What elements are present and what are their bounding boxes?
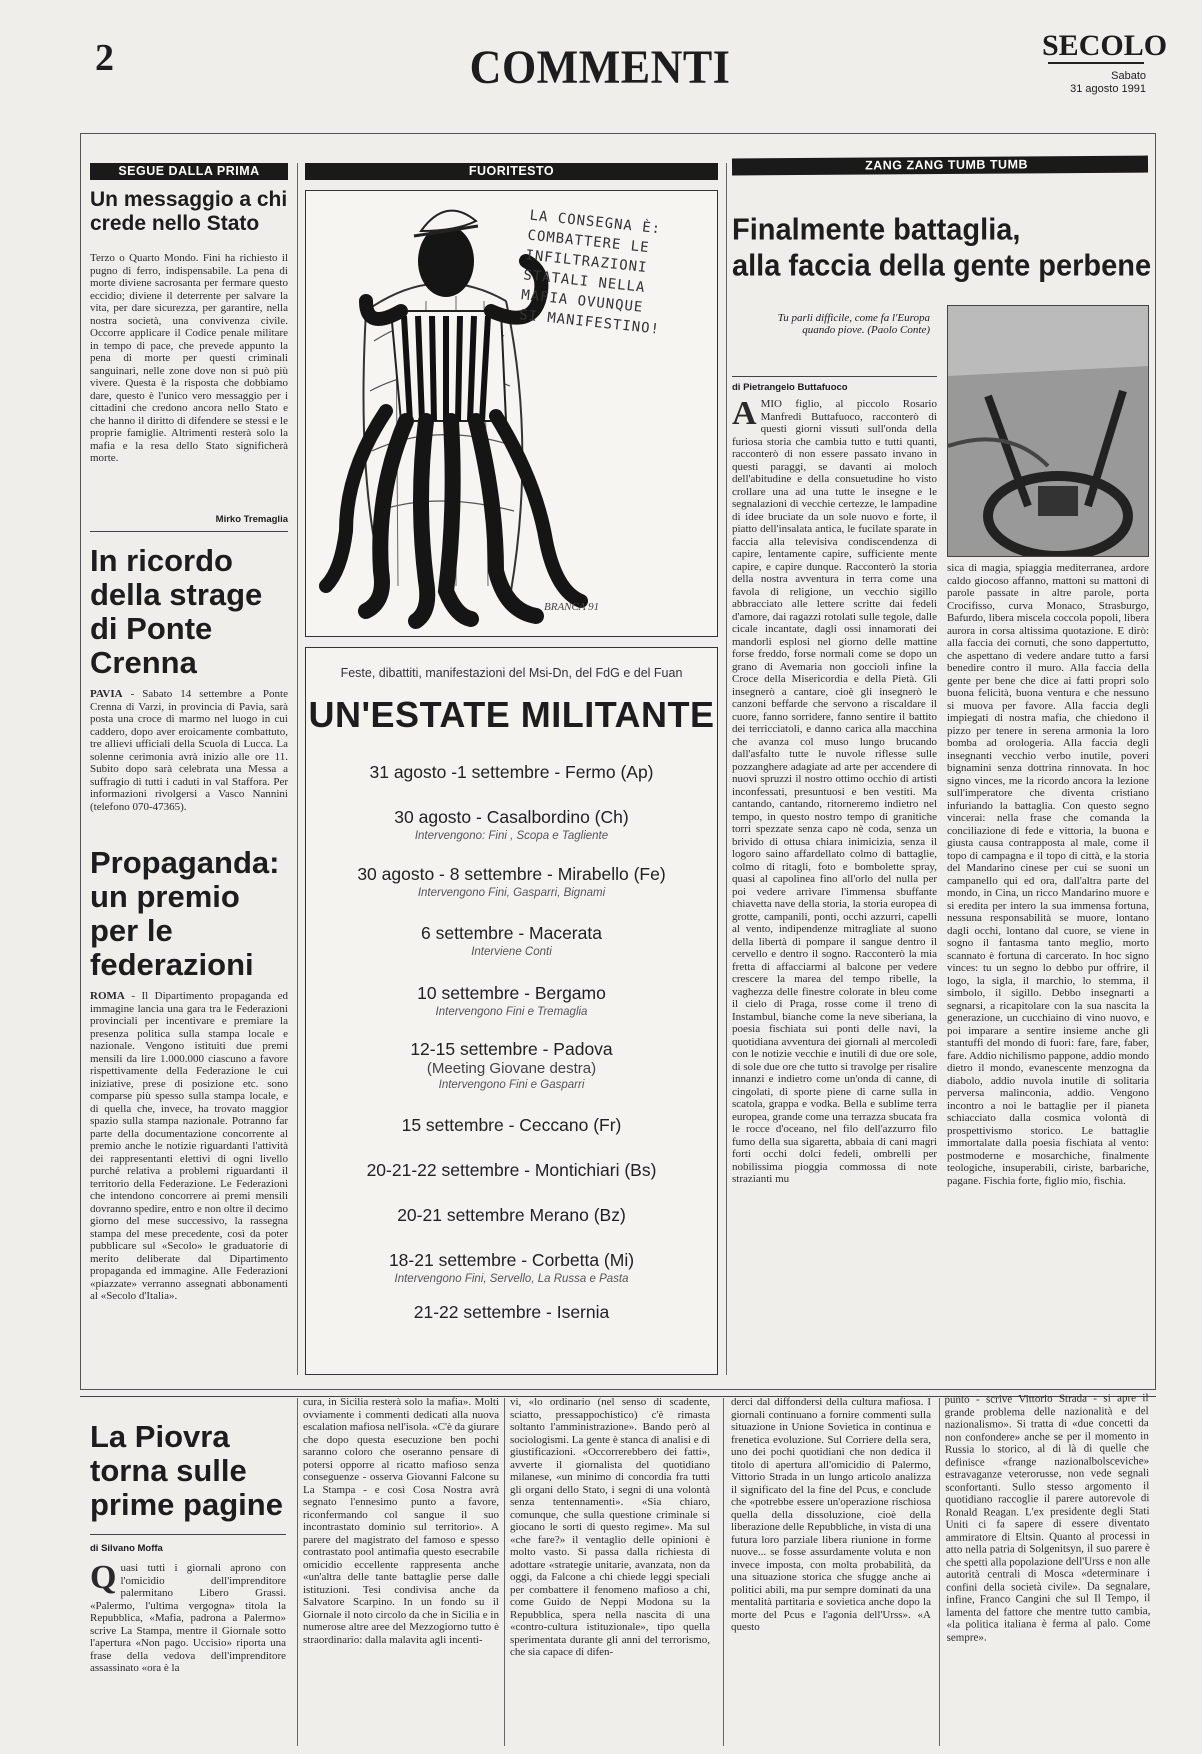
headline-line1: Finalmente battaglia, <box>732 213 1021 247</box>
newspaper-logo: SECOLO <box>1042 29 1168 62</box>
column-rule <box>504 1398 505 1746</box>
ad-events <box>306 762 717 1323</box>
column-zang <box>732 156 1148 176</box>
article-propaganda-body <box>90 990 288 1340</box>
zang-body-left-text: MIO figlio, al piccolo Rosario Manfredi Buttafuoco, racconterò di questi giorni vissuti sull'onda della furiosa storia che cambia tutto e tutti quanti, racconterò di non essere passato invano in questi paraggi, se davanti ai moloch dell'abitudine e della consuetudine ho visto crollare una ad una tutte le insegne e le segnalazioni di vecchie certezze, le lampadine di idee bruciate da un sole nuovo e forte, il piatto dell'insalata antica, le fucilate sparate in faccia alla televisiva condiscendenza di capire, lentamente capire, sufficiente mente capire, e capire dunque. Racconterò la storia della nostra avventura in terra come una favola di religione, un vecchio sigillo abbracciato alle lettere scritte dai fedeli d'amore, dai ragazzi rotolati sulle tegole, dalle cicale incantate, dagli ossi innamorati dei mandorli esplosi nel giorno delle mattine forse freddo, forse normali come se dopo un grano di Avemaria non gocciolì infine la Croce della Misericordia e della Pietà. Gli insegnerò a cantare, cioè gli insegnerò le canzoni beffarde che servono a riscaldare il cuore, fanno sorridere, fanno sentire il battito dei terricciatoli, e danno carica alla macchina che avanza col muso lungo brucando dall'asfalto tutte le nuvole riflesse sulle pozzanghere adagiate ad arte per accendere di nuovi spruzzi il nostro ottimo occhio di artisti inconfessati, presuntuosi e ben vestiti. Ma cantando, cantando, ritorneremo indietro nel tempo, in questo nostro tempo di granitiche torri spezzate senza capo nè coda, senza un brivido di ottusa chiara inimicizia, senza il logoro saino affardellato colmo di battaglie, colmo di ritagli, foto e bombolette spray, quasi al capolinea fino all'orlo del nulla per poi vedere arrivare l'immensa sbuffante chiavetta nave della storia, la storia europea di grotte, campanili, ponti, occhi azzurri, capelli al vento, indipendenze mitragliate al suono della libertà di pompare il sangue dentro il cervello e dentro il sogno. Racconterò la mia fretta di affacciarmi al balcone per vedere crescere la marea del tempo ribelle, la vaghezza delle finestre colorate in bleu come il cielo di Praga, rosse come il treno di Instambul, bianche come la neve siberiana, la poesia fischiata sui ponti delle navi, la quotidiana avventura dei giornali al mercoledì con le notizie vecchie e inutili di due ore sole, di sole due ore che tutto si travolge per risalire innanzi e indietro come un'onda di canne, di cingolati, di sporte piene di carne sulla in scatola, grappa e vodka. Bella e sublime terra europea, grande come una terrazza sbucata fra le rocce d'oceano, nel filo dell'azzurro filo fumo della sua sigaretta, abbaia di cani magri forti occhi dolci fedeli, ombrelli per nobilissima pioggia commossa di note strazianti mu <box>732 398 937 1185</box>
article-ponte-crenna-text: - Sabato 14 settembre a Ponte Crenna di Varzi, in provincia di Pavia, sarà posta una croce di marmo nel luogo in cui caddero, dopo aver eroicamente combattuto, tre allievi ufficiali della Scuola di Lucca. La solenne cerimonia avrà inizio alle ore 11. Subito dopo sarà celebrata una Messa a suffragio di tutti i caduti in val Staffora. Per informazioni rivolgersi a Vasco Nannini (telefono 070-47365). <box>90 688 288 813</box>
divider <box>90 1534 286 1535</box>
article-ponte-crenna-body <box>90 688 288 836</box>
column-rule <box>297 1398 298 1746</box>
event-mirabello <box>306 864 717 923</box>
signature-tremaglia: Mirko Tremaglia <box>215 514 288 525</box>
headline-line2: alla faccia della gente perbene <box>732 249 1152 283</box>
event-ceccano <box>306 1115 717 1160</box>
dateline-pavia: PAVIA <box>90 688 123 700</box>
dropcap-a: A <box>732 398 757 432</box>
piovra-col5: punto - scrive Vittorio Strada - si apre il grande problema delle nazionalità e del nazionalismo». Si tratta di «due concetti da non confondere» anche se per il momento in Russia lo storico, al di là di quelle che definisce «frange nazionalbolsceviche» estravaganze veterorusse, non vede segnali sconfortanti. Sullo stesso argomento il quotidiano raccoglie il parere autorevole di Ronald Reagan. L'ex presidente degli Stati Uniti ci fa sapere di essere diventato ammiratore di Eltsin. Quanto al processi in atto nella patria di Solgenitsyn, il suo parere è che spetti alla popolazione dell'Urss e non alle autorità centrali di Mosca «determinare i confini della società civile». Da segnalare, infine, Franco Cangini che sul Il Tempo, il lamenta del fattore che mentre tutto cambia, «la politica italiana è ferma al palo. Come sempre». <box>944 1392 1151 1644</box>
event-title: 20-21-22 settembre - Montichiari (Bs) <box>366 1160 657 1180</box>
event-note: Intervengono Fini, Gasparri, Bignami <box>417 887 606 899</box>
byline-buttafuoco: di Pietrangelo Buttafuoco <box>732 382 848 393</box>
section-title: COMMENTI <box>469 41 731 94</box>
column-rule <box>939 1398 940 1746</box>
event-montichiari <box>306 1160 717 1205</box>
car-interior-photo <box>948 306 1148 556</box>
zang-body-left <box>732 398 937 1376</box>
piovra-col1-text: uasi tutti i giornali aprono con l'omicidio dell'imprenditore palermitano Libero Grassi. «Palermo, l'ultima vergogna» titola la Repubblica, «Mafia, padrona a Palermo» scrive La Stampa, mentre il Giornale sotto l'apertura «Non pago. Uccisio» riporta una frase della vedova dell'imprenditore assassinato «ora è la <box>90 1562 286 1674</box>
event-fermo <box>306 762 717 807</box>
divider <box>90 531 288 532</box>
dateline <box>1040 70 1146 96</box>
event-casalbordino <box>306 807 717 864</box>
photo-car-interior <box>947 305 1149 557</box>
event-title: 20-21 settembre Merano (Bz) <box>397 1205 626 1225</box>
cartoon-caption: LA CONSEGNA È: COMBATTERE LE INFILTRAZIONI STATALI NELLA MAFIA OVUNQUE SI MANIFESTINO! <box>518 207 662 338</box>
banner-fuoritesto: FUORITESTO <box>305 163 718 180</box>
event-title: 10 settembre - Bergamo <box>417 983 606 1003</box>
headline-propaganda: Propaganda: un premio per le federazioni <box>90 845 280 982</box>
banner-segue: SEGUE DALLA PRIMA <box>90 163 288 180</box>
zang-headline <box>732 212 1152 284</box>
page-number: 2 <box>95 37 114 79</box>
ad-estate-militante <box>305 647 718 1375</box>
event-bergamo <box>306 983 717 1039</box>
event-title: 18-21 settembre - Corbetta (Mi) <box>388 1250 635 1270</box>
event-note: Intervengono Fini e Gasparri <box>438 1079 585 1091</box>
cartoon-panel <box>305 190 718 637</box>
article-propaganda-text: - Il Dipartimento propaganda ed immagine lancia una gara tra le Federazioni provinciali per incentivare e premiare la presenza politica sulla stampa locale e nazionale. Vengono istituiti due premi mensili da lire 1.000.000 ciascuno a favore rispettivamente della Federazione le cui iniziative, prese di posizione etc. sono comparse più spesso sulla stampa locale, e di quella che, invece, ha trovato maggior spazio sulla stampa nazionale. Potranno far parte della documentazione concorrente al premio anche le notizie riguardanti l'attività dei rappresentanti elettivi di ogni livello purché relativa a problemi riguardanti il territorio della Federazione. Le Federazioni che intendono concorrere ai premi mensili dovranno spedire, entro e non oltre il decimo giorno del mese successivo, la rassegna stampa del mese precedente, così da poter pubblicare sul «Secolo» le graduatorie di merito deliberate dal Dipartimento propaganda ed immagine. Alle Federazioni «piazzate» verranno assegnati abbonamenti al «Secolo d'Italia». <box>90 990 288 1302</box>
event-title: 12-15 settembre - Padova <box>410 1039 613 1059</box>
event-merano <box>306 1205 717 1250</box>
byline-rule <box>732 376 937 377</box>
cartoon-signature: BRANCA 91 <box>544 601 600 613</box>
piovra-col3: vi, «lo ordinario (nel senso di scadente, sciatto, pressappochistico) c'è rimasta soltanto l'amministrazione». Bando però al sociologismi. La gente è stanca di analisi e di giustificazioni. «Occorrerebbero dei fatti», avverte il giornalista del quotidiano milanese, «un minimo di concordia fra tutti gli organi dello Stato, i segni di una volontà senza tentennamenti». «Sia chiaro, comunque, che sulla questione criminale si giocano le sorti di questo regime». Ma sul «che fare?» il ventaglio delle opinioni è molto vasto. Si passa dalla richiesta di adottare «strategie unitarie, avanzata, non da oggi, da Falcone a chi chiede leggi speciali per combattere il fenomeno mafioso a chi, come Guido de Neppi Modona su la Repubblica, spera nella nascita di una «contro-cultura istituzionale», tipo quella sperimentata durante gli anni del terrorismo, che sia capace di difen- <box>510 1396 710 1658</box>
dateline-date: 31 agosto 1991 <box>1070 83 1146 95</box>
event-macerata <box>306 923 717 983</box>
event-note: Intervengono Fini, Servello, La Russa e Pasta <box>394 1273 629 1285</box>
column-fuoritesto <box>305 163 718 180</box>
byline-moffa: di Silvano Moffa <box>90 1543 163 1554</box>
dateline-roma: ROMA <box>90 990 125 1002</box>
bottom-headline-block <box>90 1420 286 1742</box>
headline-messaggio: Un messaggio a chi crede nello Stato <box>90 188 288 235</box>
banner-zang: ZANG ZANG TUMB TUMB <box>732 156 1148 176</box>
event-note: Intervengono: Fini , Scopa e Tagliente <box>414 830 609 842</box>
event-note: Intervengono Fini e Tremaglia <box>435 1006 588 1018</box>
ad-subtitle: Feste, dibattiti, manifestazioni del Msi-Dn, del FdG e del Fuan <box>340 666 683 680</box>
column-rule <box>297 163 298 1375</box>
dropcap-q: Q <box>90 1562 117 1596</box>
event-title: 21-22 settembre - Isernia <box>413 1302 610 1322</box>
dateline-day: Sabato <box>1111 70 1146 82</box>
piovra-col2: cura, in Sicilia resterà solo la mafia». Molti ovviamente i commenti dedicati alla nuova escalation mafiosa nell'isola. «C'è da giurare che dopo questa esecuzione ben pochi saranno coloro che oseranno pensare di potersi opporre al ricatto mafioso senza conseguenze - osserva Giovanni Falcone su La Stampa - e così Cosa Nostra avrà segnato l'ennesimo punto a favore, riconfermando col sangue il suo incontrastato dominio sul territorio». A parere del magistrato del famoso e spesso contrastato pool antimafia questo esecrabile omicidio eccellente rappresenta anche «un'altra delle tante battaglie perse dalle istituzioni. Tesi condivisa anche da Salvatore Scarpino. In un fondo su il Giornale il noto circolo da che in Sicilia e in numerose altre aree del Mezzogiorno tutto è straordinario: dalla malavita agli incenti- <box>303 1396 499 1646</box>
event-title: 15 settembre - Ceccano (Fr) <box>401 1115 622 1135</box>
event-isernia <box>306 1302 717 1323</box>
event-title: 30 agosto - Casalbordino (Ch) <box>394 807 629 827</box>
event-corbetta <box>306 1250 717 1302</box>
piovra-col4: derci dal diffondersi della cultura mafiosa. I giornali continuano a fornire commenti sulla situazione in Unione Sovietica in continua e frenetica evoluzione. Sul Corriere della sera, uno dei pochi quotidiani che non dedica il titolo di apertura all'omicidio di Palermo, Vittorio Strada in un lungo articolo analizza il significato del la fine del Pcus, e conclude che «potrebbe essere un'operazione rischiosa quella della dissoluzione, cioè della liberazione delle Repubbliche, in vista di una futura loro parziale libera riunione in forme nuove... se fosse assurdamente voluta e non invece imposta, con molta probabilità, da una situazione storica che sfugge anche ai politici abili, ma pur sempre dominati da una mentalità partitaria e sovietica anche dopo la morte del Pcus e l'agonia dell'Urss». «A questo <box>731 1396 931 1633</box>
event-title: 31 agosto -1 settembre - Fermo (Ap) <box>369 762 654 782</box>
event-padova <box>306 1039 717 1115</box>
headline-piovra: La Piovra torna sulle prime pagine <box>90 1419 283 1522</box>
piovra-col1 <box>90 1562 286 1742</box>
article-messaggio-body: Terzo o Quarto Mondo. Fini ha richiesto il pugno di ferro, indispensabile. La pena di morte diviene sacrosanta per fermare questo eccidio; diviene il deterrente per salvare la vita, per dare sicurezza, per garantire, nella nostra società, una convivenza civile. Occorre applicare il Codice penale militare in tempo di pace, che prevede appunto la pena di morte per questi criminali sanguinari, nelle zone dove non si può più vivere. Questa è la risposta che dobbiamo dare, questo è l'unico vero messaggio per i cittadini che credono ancora nello Stato e che hanno il diritto di difendere se stessi e le proprie famiglie. Altrimenti resterà solo la mafia e la resa dello Stato significherà morte. <box>90 252 288 464</box>
logo-underline <box>1048 62 1144 64</box>
ad-title: UN'ESTATE MILITANTE <box>308 694 715 735</box>
event-note: Interviene Conti <box>471 946 552 958</box>
event-title: 6 settembre - Macerata <box>421 923 602 943</box>
column-segue <box>90 163 288 1340</box>
column-rule <box>726 163 727 1375</box>
event-title: 30 agosto - 8 settembre - Mirabello (Fe) <box>357 864 666 884</box>
zang-body-right: sica di magia, spiaggia mediterranea, ardore caldo giocoso affanno, mattoni su mattoni di parole passate in altre parole, porta Crocifisso, curva Monaco, Strasburgo, Bafurdo, libera miscela coccola popoli, libera aurora in corsa altissima quotazione. E dirò: alla faccia dei cornuti, che sono dappertutto, che aspettano di vedere andare tutto a farsi benedire contro il muro. Alla faccia della gente per bene che dice ai fatti propri solo buona felicità, buona ventura e che nessuno si muova per favore. Alla faccia degli impiegati di nostra mafia, che chiedono il pizzo per tenere in serena armonia la loro bomba ad orologeria. Alla faccia degli insegnanti vecchio verbo inutile, poveri bignamini senza dottrina rinnovata. In hoc signo vinces, me la ricordo ancora la lezione sull'imperatore che diventa cristiano infuriando la battaglia. Con questo segno vincerai: nella frase che comanda la conciliazione di fede e vittoria, la buona e giusta causa contrapposta al male, come il topo di campagna e il topo di città, e la storia del Mandarino cinese per cui se suoni un campanello qui ed ora, dall'altra parte del mondo, in Cina, un ricco Mandarino muore e si eredita per intero la sua immensa fortuna, nessuna responsabilità se muore, lontano dagli occhi, lontano dal cuore, se viene in sogno il fantasma tanto meglio, morto scannato è fortuna di carcerato. In hoc signo vinces: tu un segno lo debbo pur offrire, il logo, la sigla, il marchio, lo stemma, il simbolo, il sigillo. Debbo insegnarti a segnarsi, a ricapitolare con la sua nascita la generazione, un cucchiaino di vino nuovo, e poi imparare a sentire insieme anche gli stantuffi del mondo di fuori: fare, fare, faber, fare. Addio nichilismo pappone, addio mondo dietro il mondo, evanescente menzogna da diabolo, addio nuvola inutile di solitaria perversa malinconia, addio. Vengono incontro a noi le battaglie per il pianeta schiacciato dalla cosmica volontà di prospettivismo storico. Le battaglie immortalate dalla poesia fischiata al vento: postmoderne e mosarchiche, finalmente teologiche, insuperabili, ciriste, barbariche, pagane. Fischia forte, figlio mio, fischia. <box>947 562 1149 1187</box>
column-rule <box>723 1398 724 1746</box>
event-subtitle: (Meeting Giovane destra) <box>426 1060 597 1077</box>
epigraph: Tu parli difficile, come fa l'Europa quando piove. (Paolo Conte) <box>777 312 930 336</box>
headline-ponte-crenna: In ricordo della strage di Ponte Crenna <box>90 543 263 680</box>
